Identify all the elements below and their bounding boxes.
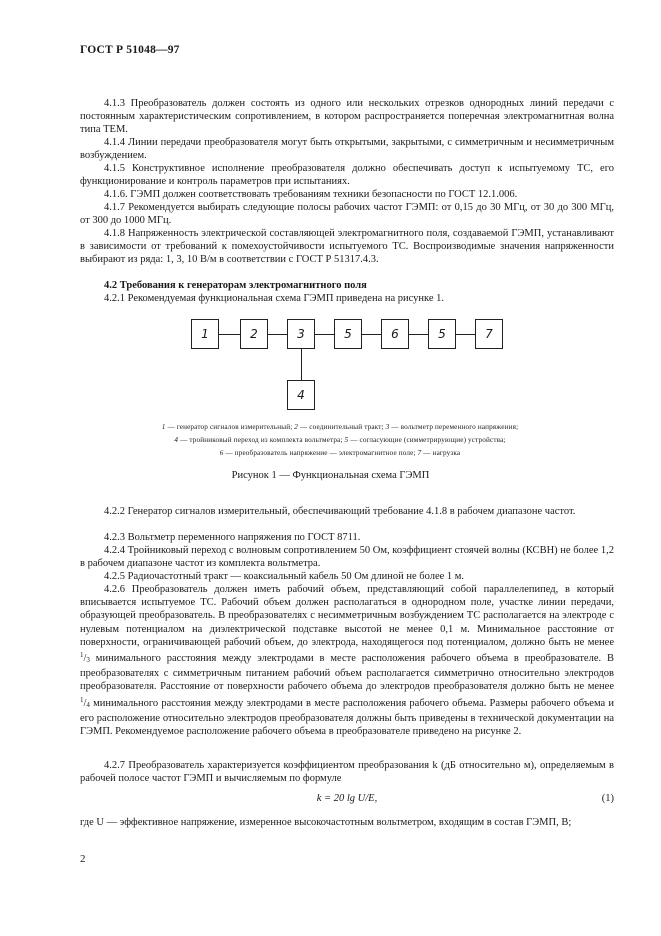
formula-expression: k = 20 lg U/E, (316, 793, 378, 804)
legend-text: — соединительный тракт; (298, 423, 386, 431)
paragraph-4-1-7: 4.1.7 Рекомендуется выбирать следующие полосы рабочих частот ГЭМП: от 0,15 до 30 МГц, от 30 до 300 МГц, от 300 до 1000 МГц. (80, 202, 614, 227)
diagram-box-1: 1 (191, 319, 219, 349)
legend-line-1 (60, 421, 620, 434)
paragraph-4-2-2: 4.2.2 Генератор сигналов измерительный, обеспечивающий требование 4.1.8 в рабочем диапазоне частот. (104, 506, 576, 517)
formula-where: где U — эффективное напряжение, измеренное высокочастотным вольтметром, входящим в состав ГЭМП, В; (80, 817, 572, 828)
paragraph-4-2-1: 4.2.1 Рекомендуемая функциональная схема ГЭМП приведена на рисунке 1. (104, 293, 445, 304)
paragraph-4-1-5: 4.1.5 Конструктивное исполнение преобразователя должно обеспечивать доступ к испытуемому ТС, его функционирование и контроль параметров при испытаниях. (80, 163, 614, 188)
paragraph-4-2-3: 4.2.3 Вольтметр переменного напряжения по ГОСТ 8711. (104, 532, 361, 543)
legend-num: 2 (294, 423, 299, 431)
legend-num: 4 (174, 436, 179, 444)
paragraph-4-1-8: 4.1.8 Напряженность электрической составляющей электромагнитного поля, создаваемой ГЭМП, устанавливают в зависимости от требований к помехоустойчивости испытуемого ТС. Воспроизводимые значения напряженности выбирают из ряда: 1, 3, 10 В/м в соответствии с ГОСТ Р 51317.4.3. (80, 228, 614, 266)
connector-2-3 (268, 334, 287, 335)
formula-number: (1) (601, 793, 614, 804)
paragraph-4-1-6: 4.1.6. ГЭМП должен соответствовать требованиям техники безопасности по ГОСТ 12.1.006. (104, 189, 518, 200)
legend-num: 7 (417, 449, 422, 457)
fraction-numerator: 1 (80, 651, 84, 660)
legend-text: — преобразователь напряжение — электромагнитное поле; (223, 449, 418, 457)
legend-text: — согласующие (симметрирующие) устройства; (348, 436, 506, 444)
paragraph-4-2-6: 4.2.6 Преобразователь должен иметь рабочий объем, представляющий собой параллелепипед, в который вписывается испытуемое ТС. Рабочий объем должен располагаться в однородном поле, участке линии передачи, образующей преобразователь. В преобразователях с несимметричным возбуждением ТС располагается на электроде с нулевым потенциалом на диэлектрической подставке высотой не менее 0,1 м. Минимальное расстояние от поверхности, ограничивающей рабочий объем, до электрода, находящегося под потенциалом, должно быть не менее $^1/_3$ минимального расстояния между электродами в месте расположения рабочего объема в преобразователе. В преобразователях с симметричным питанием рабочий объем располагается симметрично относительно электродов преобразователя. Расстояние от поверхности рабочего объема до электродов преобразователя должно быть не менее $^1/_4$ минимального расстояния между электродами в месте расположения рабочего объема. Размеры рабочего объема и его расположение относительно электродов преобразователя должны быть приведены в технической документации на ГЭМП. Рекомендуемое расположение рабочего объема в преобразователе приведено на рисунке 2. (80, 584, 614, 738)
legend-line-3 (60, 447, 620, 460)
connector-1-2 (219, 334, 240, 335)
fraction-denominator: 3 (86, 656, 90, 665)
connector-3-5 (315, 334, 334, 335)
legend-num: 6 (219, 449, 224, 457)
diagram-box-6: 6 (381, 319, 409, 349)
connector-3-4 (301, 349, 302, 380)
diagram-box-2: 2 (240, 319, 268, 349)
legend-text: — тройниковый переход из комплекта вольтметра; (178, 436, 345, 444)
fraction-denominator: 4 (86, 700, 90, 709)
paragraph-4-2-6-part-2: минимального расстояния между электродами в месте расположения рабочего объема в преобразователе. В преобразователях с симметричным питанием рабочий объем располагается симметрично относительно электродов преобразователя. Расстояние от поверхности рабочего объема до электродов преобразователя должно быть не менее (80, 653, 614, 693)
paragraph-4-2-7: 4.2.7 Преобразователь характеризуется коэффициентом преобразования k (дБ относительно м), определяемым в рабочей полосе частот ГЭМП и вычисляемым по формуле (80, 760, 614, 785)
legend-line-2 (60, 434, 620, 447)
diagram-box-7: 7 (475, 319, 503, 349)
fraction-numerator: 1 (80, 695, 84, 704)
legend-text: — нагрузка (421, 449, 461, 457)
page-number: 2 (80, 853, 86, 865)
paragraph-4-2-4: 4.2.4 Тройниковый переход с волновым сопротивлением 50 Ом, коэффициент стоячей волны (КСВН) не более 1,2 в рабочем диапазоне частот из комплекта вольтметра. (80, 545, 614, 570)
paragraph-4-2-5: 4.2.5 Радиочастотный тракт — коаксиальный кабель 50 Ом длиной не более 1 м. (104, 571, 465, 582)
diagram-box-5b: 5 (428, 319, 456, 349)
diagram-box-3: 3 (287, 319, 315, 349)
legend-num: 3 (385, 423, 390, 431)
connector-5-7 (456, 334, 475, 335)
legend-num: 1 (161, 423, 166, 431)
paragraph-4-2-6-part-1: 4.2.6 Преобразователь должен иметь рабочий объем, представляющий собой параллелепипед, в который вписывается испытуемое ТС. Рабочий объем должен располагаться в однородном поле, участке линии передачи, образующей преобразователь. В преобразователях с несимметричным возбуждением ТС располагается на электроде с нулевым потенциалом на диэлектрической подставке высотой не менее 0,1 м. Минимальное расстояние от поверхности, ограничивающей рабочий объем, до электрода, находящегося под потенциалом, должно быть не менее (80, 584, 614, 648)
legend-num: 5 (344, 436, 349, 444)
paragraph-4-2-6-part-3: минимального расстояния между электродами в месте расположения рабочего объема. Размеры рабочего объема и его расположение относительно электродов преобразователя должны быть приведены в технической документации на ГЭМП. Рекомендуемое расположение рабочего объема в преобразователе приведено на рисунке 2. (80, 697, 614, 738)
figure-caption: Рисунок 1 — Функциональная схема ГЭМП (231, 470, 430, 481)
legend-text: — вольтметр переменного напряжения; (389, 423, 519, 431)
legend-text: — генератор сигналов измерительный; (165, 423, 295, 431)
diagram-box-5a: 5 (334, 319, 362, 349)
diagram-box-4: 4 (287, 380, 315, 410)
connector-6-5 (409, 334, 428, 335)
section-heading-4-2: 4.2 Требования к генераторам электромагнитного поля (104, 280, 367, 291)
connector-5-6 (362, 334, 381, 335)
paragraph-4-1-4: 4.1.4 Линии передачи преобразователя могут быть открытыми, закрытыми, с симметричным и несимметричным возбуждением. (80, 137, 614, 162)
paragraph-4-1-3: 4.1.3 Преобразователь должен состоять из одного или нескольких отрезков однородных линий передачи с постоянным характеристическим сопротивлением, в котором распространяется поперечная электромагнитная волна типа TEM. (80, 98, 614, 136)
document-header: ГОСТ Р 51048—97 (80, 44, 180, 56)
